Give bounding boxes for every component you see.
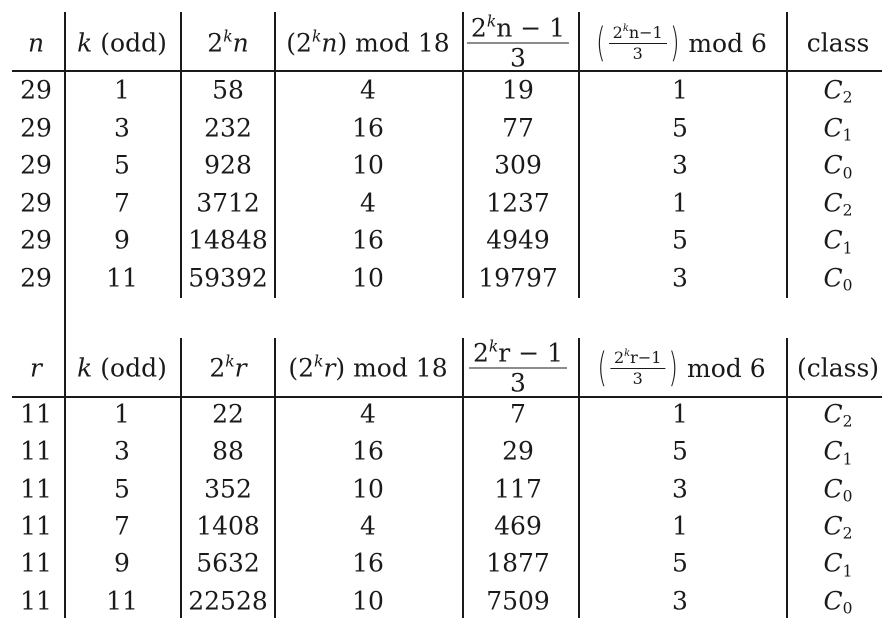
cell-value: 7 [114, 511, 130, 541]
fraction-denominator [510, 369, 526, 396]
bottom-row-1-class [823, 399, 853, 431]
top-row-4-odd-predecessor [486, 188, 550, 218]
bottom-row-4-k-value [114, 511, 130, 541]
exponent-k [623, 23, 629, 34]
top-row-6-mod-18 [352, 263, 384, 293]
class-letter: C [823, 113, 843, 143]
bottom-header-mod-6 [594, 345, 766, 391]
cell-value: 77 [502, 113, 534, 143]
cell-value: 29 [20, 263, 52, 293]
top-row-4-k-value [114, 188, 130, 218]
bottom-row-5-class [823, 548, 853, 581]
cell-value: 22528 [188, 586, 268, 615]
fraction [610, 347, 665, 388]
bottom-row-6-odd-predecessor [486, 588, 550, 613]
bottom-column-rule-4 [462, 338, 464, 618]
denominator-text: 3 [632, 43, 643, 63]
class-letter: C [823, 511, 843, 541]
bottom-row-5-mod-18 [352, 548, 384, 578]
cell-value: 10 [352, 263, 384, 293]
cell-value: 5 [672, 225, 688, 255]
exponent-text: k [314, 352, 324, 371]
exponent-text: k [486, 12, 497, 31]
top-row-5-mod-18 [352, 225, 384, 255]
cell-value: 19797 [478, 263, 558, 293]
cell-value: 88 [212, 436, 244, 466]
cell-value: 5 [672, 548, 688, 578]
bottom-row-2-power-product [212, 436, 244, 466]
cell-value: 5 [114, 474, 130, 504]
cell-value: 469 [494, 511, 542, 541]
odd-label: (odd) [100, 28, 167, 58]
cell-value: 1 [114, 75, 130, 105]
bottom-header-rule [12, 396, 882, 398]
cell-value: 1877 [486, 548, 550, 578]
denominator-text: 3 [632, 368, 643, 388]
subscript-text: 2 [842, 412, 853, 431]
subscript-text: 0 [842, 487, 853, 506]
cell-value: 22 [212, 399, 244, 429]
top-header-class [806, 28, 870, 58]
cell-value: 3 [672, 586, 688, 615]
cell-value: 1 [114, 399, 130, 429]
cell-value: 11 [20, 399, 52, 429]
class-label: (class) [796, 353, 880, 383]
base-two: 2 [613, 347, 625, 367]
cell-value: 29 [20, 225, 52, 255]
top-row-1-power-product [212, 75, 244, 105]
top-header-odd-predecessor [467, 12, 569, 73]
cell-value: 14848 [188, 225, 268, 255]
top-row-5-k-value [114, 225, 130, 255]
bottom-row-3-mod-18 [352, 474, 384, 504]
top-row-6-power-product [188, 263, 268, 293]
subscript-text: 1 [842, 562, 853, 581]
bottom-row-4-n-value [20, 511, 52, 541]
cell-value: 29 [20, 150, 52, 180]
class-letter: C [823, 548, 843, 578]
exponent-text: k [311, 27, 322, 46]
cell-value: 16 [352, 113, 384, 143]
bottom-row-2-mod-6 [672, 436, 688, 466]
bottom-row-2-class [823, 436, 853, 469]
cell-value: 29 [20, 75, 52, 105]
base-two: 2 [470, 13, 487, 43]
top-column-rule-6 [786, 12, 788, 298]
cell-value: 16 [352, 225, 384, 255]
top-row-1-class [823, 75, 853, 107]
bottom-column-rule-1 [64, 338, 66, 618]
fraction-numerator [467, 12, 569, 44]
cell-value: 3 [672, 263, 688, 293]
cell-value: 11 [20, 586, 52, 615]
exponent-k [489, 338, 498, 356]
top-row-1-odd-predecessor [502, 75, 534, 105]
bottom-row-5-odd-predecessor [486, 548, 550, 578]
bottom-row-6-n-value [20, 588, 52, 613]
class-subscript [843, 277, 853, 295]
cell-value: 3 [114, 436, 130, 466]
exponent-k [312, 28, 321, 46]
exponent-k [225, 353, 234, 371]
top-row-5-power-product [188, 225, 268, 255]
top-row-3-odd-predecessor [494, 150, 542, 180]
class-label: class [806, 28, 870, 58]
exponent-k [624, 348, 630, 359]
top-row-3-n-value [20, 150, 52, 180]
bottom-row-2-mod-18 [352, 436, 384, 466]
bottom-row-1-odd-predecessor [510, 399, 526, 429]
top-row-3-power-product [204, 150, 252, 180]
mod-18-label: ) mod 18 [337, 28, 450, 58]
bottom-header-class [796, 353, 880, 383]
cell-value: 7 [510, 399, 526, 429]
subscript-text: 2 [842, 88, 853, 107]
base-two: 2 [207, 28, 224, 58]
cell-value: 10 [352, 150, 384, 180]
bottom-row-3-n-value [20, 474, 52, 504]
class-letter: C [823, 399, 843, 429]
top-row-5-n-value [20, 225, 52, 255]
bottom-column-rule-2 [180, 338, 182, 618]
bottom-row-1-power-product [212, 399, 244, 429]
bottom-row-3-power-product [204, 474, 252, 504]
cell-value: 11 [106, 263, 138, 293]
left-paren: ( [596, 20, 606, 66]
top-row-1-n-value [20, 75, 52, 105]
exponent-text: k [225, 352, 235, 371]
variable-symbol: n [232, 28, 249, 58]
class-subscript [843, 525, 853, 543]
bottom-column-rule-6 [786, 338, 788, 618]
subscript-text: 0 [842, 599, 853, 618]
fraction [467, 12, 569, 73]
top-row-3-k-value [114, 150, 130, 180]
k-symbol: k [77, 28, 93, 58]
exponent-k [314, 353, 323, 371]
open-paren-two: (2 [288, 353, 315, 383]
bottom-row-1-n-value [20, 399, 52, 429]
bottom-row-1-mod-18 [360, 399, 376, 429]
fraction-denominator [510, 44, 526, 71]
class-subscript [843, 562, 853, 580]
right-paren: ) [669, 20, 680, 66]
denominator-text: 3 [510, 368, 526, 398]
cell-value: 11 [106, 586, 138, 615]
class-subscript [843, 599, 853, 617]
cell-value: 232 [204, 113, 252, 143]
cell-value: 16 [352, 548, 384, 578]
class-letter: C [823, 586, 843, 615]
cell-value: 59392 [188, 263, 268, 293]
cell-value: 19 [502, 75, 534, 105]
bottom-row-3-class [823, 474, 853, 506]
numerator-rest: r − 1 [498, 338, 564, 368]
cell-value: 309 [494, 150, 542, 180]
cell-value: 4 [360, 399, 376, 429]
mod-6-label: mod 6 [687, 353, 766, 383]
cell-value: 117 [494, 474, 542, 504]
top-row-4-mod-18 [360, 188, 376, 218]
top-row-4-class [823, 188, 853, 220]
top-row-4-n-value [20, 188, 52, 218]
class-subscript [843, 164, 853, 182]
class-subscript [843, 450, 853, 468]
bottom-row-1-k-value [114, 399, 130, 429]
cell-value: 10 [352, 474, 384, 504]
bottom-row-5-k-value [114, 548, 130, 578]
top-row-6-n-value [20, 263, 52, 293]
variable-symbol: n [321, 28, 338, 58]
subscript-text: 0 [842, 276, 853, 295]
fraction-denominator [633, 44, 643, 62]
exponent-text: k [624, 348, 631, 360]
cell-value: 1 [672, 511, 688, 541]
bottom-row-3-k-value [114, 474, 130, 504]
top-row-1-mod-6 [672, 75, 688, 105]
class-letter: C [823, 263, 843, 293]
right-paren: ) [668, 345, 678, 391]
class-subscript [843, 126, 853, 144]
exponent-k [487, 13, 496, 31]
top-row-5-mod-6 [672, 225, 688, 255]
bottom-row-6-k-value [106, 588, 138, 613]
cell-value: 10 [352, 586, 384, 615]
exponent-text: k [223, 27, 233, 46]
k-symbol: k [77, 353, 93, 383]
cell-value: 4949 [486, 225, 550, 255]
numerator-rest: n−1 [628, 22, 663, 42]
subscript-text: 1 [842, 239, 853, 258]
top-header-power-product [207, 27, 249, 58]
cell-value: 5632 [196, 548, 260, 578]
left-paren: ( [597, 345, 607, 391]
bottom-column-rule-3 [274, 338, 276, 618]
bottom-header-k-odd [77, 353, 167, 383]
top-column-rule-1 [64, 12, 66, 298]
fraction-numerator [610, 347, 665, 369]
bottom-row-2-k-value [114, 436, 130, 466]
exponent-text: k [622, 23, 629, 35]
top-row-1-mod-18 [360, 75, 376, 105]
cell-value: 11 [20, 474, 52, 504]
fraction [469, 337, 567, 398]
class-letter: C [823, 436, 843, 466]
variable-symbol: r [30, 353, 42, 383]
top-row-6-class [823, 263, 853, 295]
cell-value: 1 [672, 75, 688, 105]
subscript-text: 2 [842, 524, 853, 543]
class-letter: C [823, 474, 843, 504]
cell-value: 3 [672, 474, 688, 504]
top-row-3-mod-6 [672, 150, 688, 180]
bottom-row-6-class [823, 586, 853, 618]
subscript-text: 1 [842, 450, 853, 469]
fraction [609, 22, 667, 63]
top-row-6-odd-predecessor [478, 263, 558, 293]
variable-symbol: r [323, 353, 336, 383]
top-header-k-odd [77, 28, 167, 58]
top-row-1-k-value [114, 75, 130, 105]
top-header-rule [12, 70, 882, 72]
cell-value: 4 [360, 75, 376, 105]
cell-value: 3 [114, 113, 130, 143]
bottom-header-odd-predecessor [469, 337, 567, 398]
top-row-4-mod-6 [672, 188, 688, 218]
top-row-5-class [823, 225, 853, 258]
base-two: 2 [472, 338, 489, 368]
cell-value: 3712 [196, 188, 260, 218]
mod-18-label: ) mod 18 [335, 353, 448, 383]
bottom-row-2-n-value [20, 436, 52, 466]
denominator-text: 3 [510, 43, 526, 73]
top-row-2-k-value [114, 113, 130, 143]
odd-label: (odd) [100, 353, 167, 383]
cell-value: 1 [672, 188, 688, 218]
fraction-denominator [633, 369, 643, 387]
bottom-row-4-power-product [196, 511, 260, 541]
fraction-numerator [609, 22, 667, 44]
class-subscript [843, 239, 853, 257]
top-header-variable [27, 28, 45, 58]
bottom-header-mod-18 [288, 352, 448, 383]
cell-value: 5 [672, 113, 688, 143]
bottom-row-4-mod-6 [672, 511, 688, 541]
top-column-rule-3 [274, 12, 276, 298]
variable-symbol: n [27, 28, 45, 58]
fraction-numerator [469, 337, 567, 369]
bottom-row-5-n-value [20, 548, 52, 578]
class-subscript [843, 487, 853, 505]
bottom-row-3-mod-6 [672, 474, 688, 504]
cell-value: 7 [114, 188, 130, 218]
cell-value: 4 [360, 188, 376, 218]
cell-value: 9 [114, 225, 130, 255]
bottom-row-6-mod-6 [672, 588, 688, 613]
top-column-rule-4 [462, 12, 464, 298]
bottom-row-4-class [823, 511, 853, 543]
mod-6-label: mod 6 [688, 28, 767, 58]
top-column-rule-5 [578, 12, 580, 298]
class-letter: C [823, 150, 843, 180]
cell-value: 7509 [486, 586, 550, 615]
bottom-column-rule-5 [578, 338, 580, 618]
bottom-row-5-power-product [196, 548, 260, 578]
base-two: 2 [612, 22, 623, 42]
cell-value: 928 [204, 150, 252, 180]
class-subscript [843, 413, 853, 431]
class-subscript [843, 202, 853, 220]
subscript-text: 2 [842, 201, 853, 220]
top-row-2-power-product [204, 113, 252, 143]
top-header-mod-18 [286, 27, 450, 58]
cell-value: 352 [204, 474, 252, 504]
cell-value: 11 [20, 436, 52, 466]
bottom-row-6-mod-18 [352, 588, 384, 613]
class-letter: C [823, 188, 843, 218]
top-row-2-odd-predecessor [502, 113, 534, 143]
bottom-header-power-product [209, 352, 247, 383]
top-row-4-power-product [196, 188, 260, 218]
class-letter: C [823, 75, 843, 105]
top-column-rule-2 [180, 12, 182, 298]
top-row-6-mod-6 [672, 263, 688, 293]
cell-value: 11 [20, 548, 52, 578]
top-row-2-n-value [20, 113, 52, 143]
between-tables-rule [64, 298, 66, 338]
class-letter: C [823, 225, 843, 255]
cell-value: 58 [212, 75, 244, 105]
numerator-rest: n − 1 [496, 13, 566, 43]
top-row-6-k-value [106, 263, 138, 293]
bottom-row-1-mod-6 [672, 399, 688, 429]
cell-value: 29 [20, 188, 52, 218]
bottom-header-variable [30, 353, 42, 383]
cell-value: 29 [502, 436, 534, 466]
cell-value: 1408 [196, 511, 260, 541]
cell-value: 5 [114, 150, 130, 180]
top-header-mod-6 [593, 20, 767, 66]
bottom-row-5-mod-6 [672, 548, 688, 578]
base-two: 2 [209, 353, 226, 383]
bottom-row-6-power-product [188, 588, 268, 613]
open-paren-two: (2 [286, 28, 312, 58]
bottom-row-3-odd-predecessor [494, 474, 542, 504]
cell-value: 9 [114, 548, 130, 578]
exponent-text: k [488, 337, 499, 356]
top-row-3-mod-18 [352, 150, 384, 180]
class-subscript [843, 89, 853, 107]
subscript-text: 0 [842, 164, 853, 183]
cell-value: 16 [352, 436, 384, 466]
cell-value: 11 [20, 511, 52, 541]
bottom-row-4-odd-predecessor [494, 511, 542, 541]
cell-value: 1237 [486, 188, 550, 218]
variable-symbol: r [234, 353, 247, 383]
bottom-row-2-odd-predecessor [502, 436, 534, 466]
cell-value: 1 [672, 399, 688, 429]
top-row-2-class [823, 113, 853, 145]
top-row-3-class [823, 150, 853, 183]
cell-value: 5 [672, 436, 688, 466]
top-row-2-mod-18 [352, 113, 384, 143]
top-row-2-mod-6 [672, 113, 688, 143]
cell-value: 29 [20, 113, 52, 143]
cell-value: 3 [672, 150, 688, 180]
exponent-k [223, 28, 232, 46]
bottom-row-4-mod-18 [360, 511, 376, 541]
cell-value: 4 [360, 511, 376, 541]
numerator-rest: r−1 [630, 347, 662, 367]
subscript-text: 1 [842, 126, 853, 145]
top-row-5-odd-predecessor [486, 225, 550, 255]
